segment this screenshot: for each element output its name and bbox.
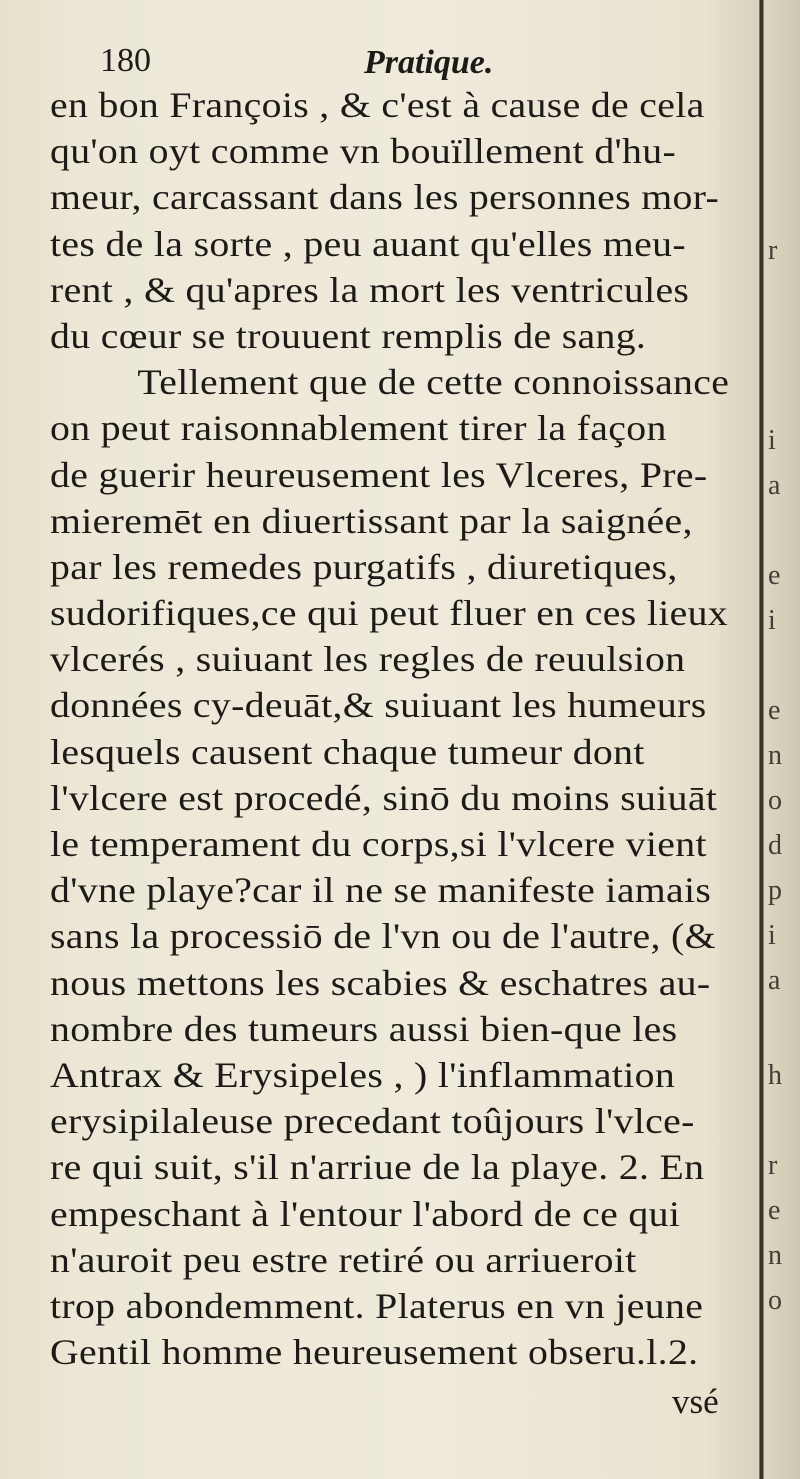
facing-page-fragment: i <box>768 605 776 636</box>
body-text <box>50 82 770 1375</box>
facing-page-fragment: o <box>768 1285 782 1316</box>
facing-page-fragment: e <box>768 560 781 591</box>
text-line: empeschant à l'entour l'abord de ce qui <box>50 1193 681 1234</box>
text-line: rent , & qu'apres la mort les ventricules <box>50 269 690 310</box>
text-line: on peut raisonnablement tirer la façon <box>50 408 667 449</box>
text-line: du cœur se trouuent remplis de sang. <box>50 315 647 356</box>
text-line: qu'on oyt comme vn bouïllement d'hu- <box>50 131 677 172</box>
text-line: n'auroit peu estre retiré ou arriueroit <box>50 1239 637 1280</box>
text-line: lesquels causent chaque tumeur dont <box>50 731 645 772</box>
facing-page-fragment: n <box>768 740 782 771</box>
text-line: vlcerés , suiuant les regles de reuulsion <box>50 639 686 680</box>
facing-page-fragment: d <box>768 830 782 861</box>
text-line: tes de la sorte , peu auant qu'elles meu- <box>50 223 686 264</box>
facing-page-fragment: o <box>768 785 782 816</box>
text-line: trop abondemment. Platerus en vn jeune <box>50 1285 704 1326</box>
page-number: 180 <box>100 42 151 79</box>
facing-page-fragment: i <box>768 920 776 951</box>
facing-page-fragment: p <box>768 875 782 906</box>
facing-page-fragment: a <box>768 470 781 501</box>
facing-page-fragment: e <box>768 695 781 726</box>
facing-page-fragment: e <box>768 1195 781 1226</box>
facing-page-fragment: n <box>768 1240 782 1271</box>
text-line: en bon François , & c'est à cause de cela <box>50 85 705 125</box>
running-title: Pratique. <box>364 44 494 81</box>
text-line: sudorifiques,ce qui peut fluer en ces lieux <box>50 593 729 634</box>
catchword: vsé <box>672 1382 719 1421</box>
text-line: l'vlcere est procedé, sinō du moins suiuāt <box>50 777 718 818</box>
facing-page-fragment: i <box>768 425 776 456</box>
facing-page-edge <box>759 0 800 1479</box>
facing-page-fragment: r <box>768 235 778 266</box>
text-line: le temperament du corps,si l'vlcere vient <box>50 824 707 864</box>
facing-page-fragment: a <box>768 965 781 996</box>
text-line: sans la processiō de l'vn ou de l'autre, (& <box>50 916 716 957</box>
text-line: Gentil homme heureusement obseru.l.2. <box>50 1332 699 1373</box>
text-line: re qui suit, s'il n'arriue de la playe. 2. En <box>50 1147 705 1188</box>
text-line: mieremēt en diuertissant par la saignée, <box>50 500 693 541</box>
text-line: Antrax & Erysipeles , ) l'inflammation <box>50 1054 676 1095</box>
text-line: erysipilaleuse precedant toûjours l'vlce- <box>50 1101 695 1142</box>
text-line: par les remedes purgatifs , diuretiques, <box>50 546 678 587</box>
text-line: nombre des tumeurs aussi bien-que les <box>50 1008 678 1049</box>
text-line: de guerir heureusement les Vlceres, Pre- <box>50 454 708 495</box>
facing-page-fragment: r <box>768 1150 778 1181</box>
text-line: données cy-deuāt,& suiuant les humeurs <box>50 685 707 726</box>
text-line: nous mettons les scabies & eschatres au- <box>50 962 711 1003</box>
text-line: meur, carcassant dans les personnes mor- <box>50 177 720 218</box>
text-line: Tellement que de cette connoissance <box>137 362 730 403</box>
text-line: d'vne playe?car il ne se manifeste iamais <box>50 870 712 911</box>
facing-page-fragment: h <box>768 1060 782 1091</box>
